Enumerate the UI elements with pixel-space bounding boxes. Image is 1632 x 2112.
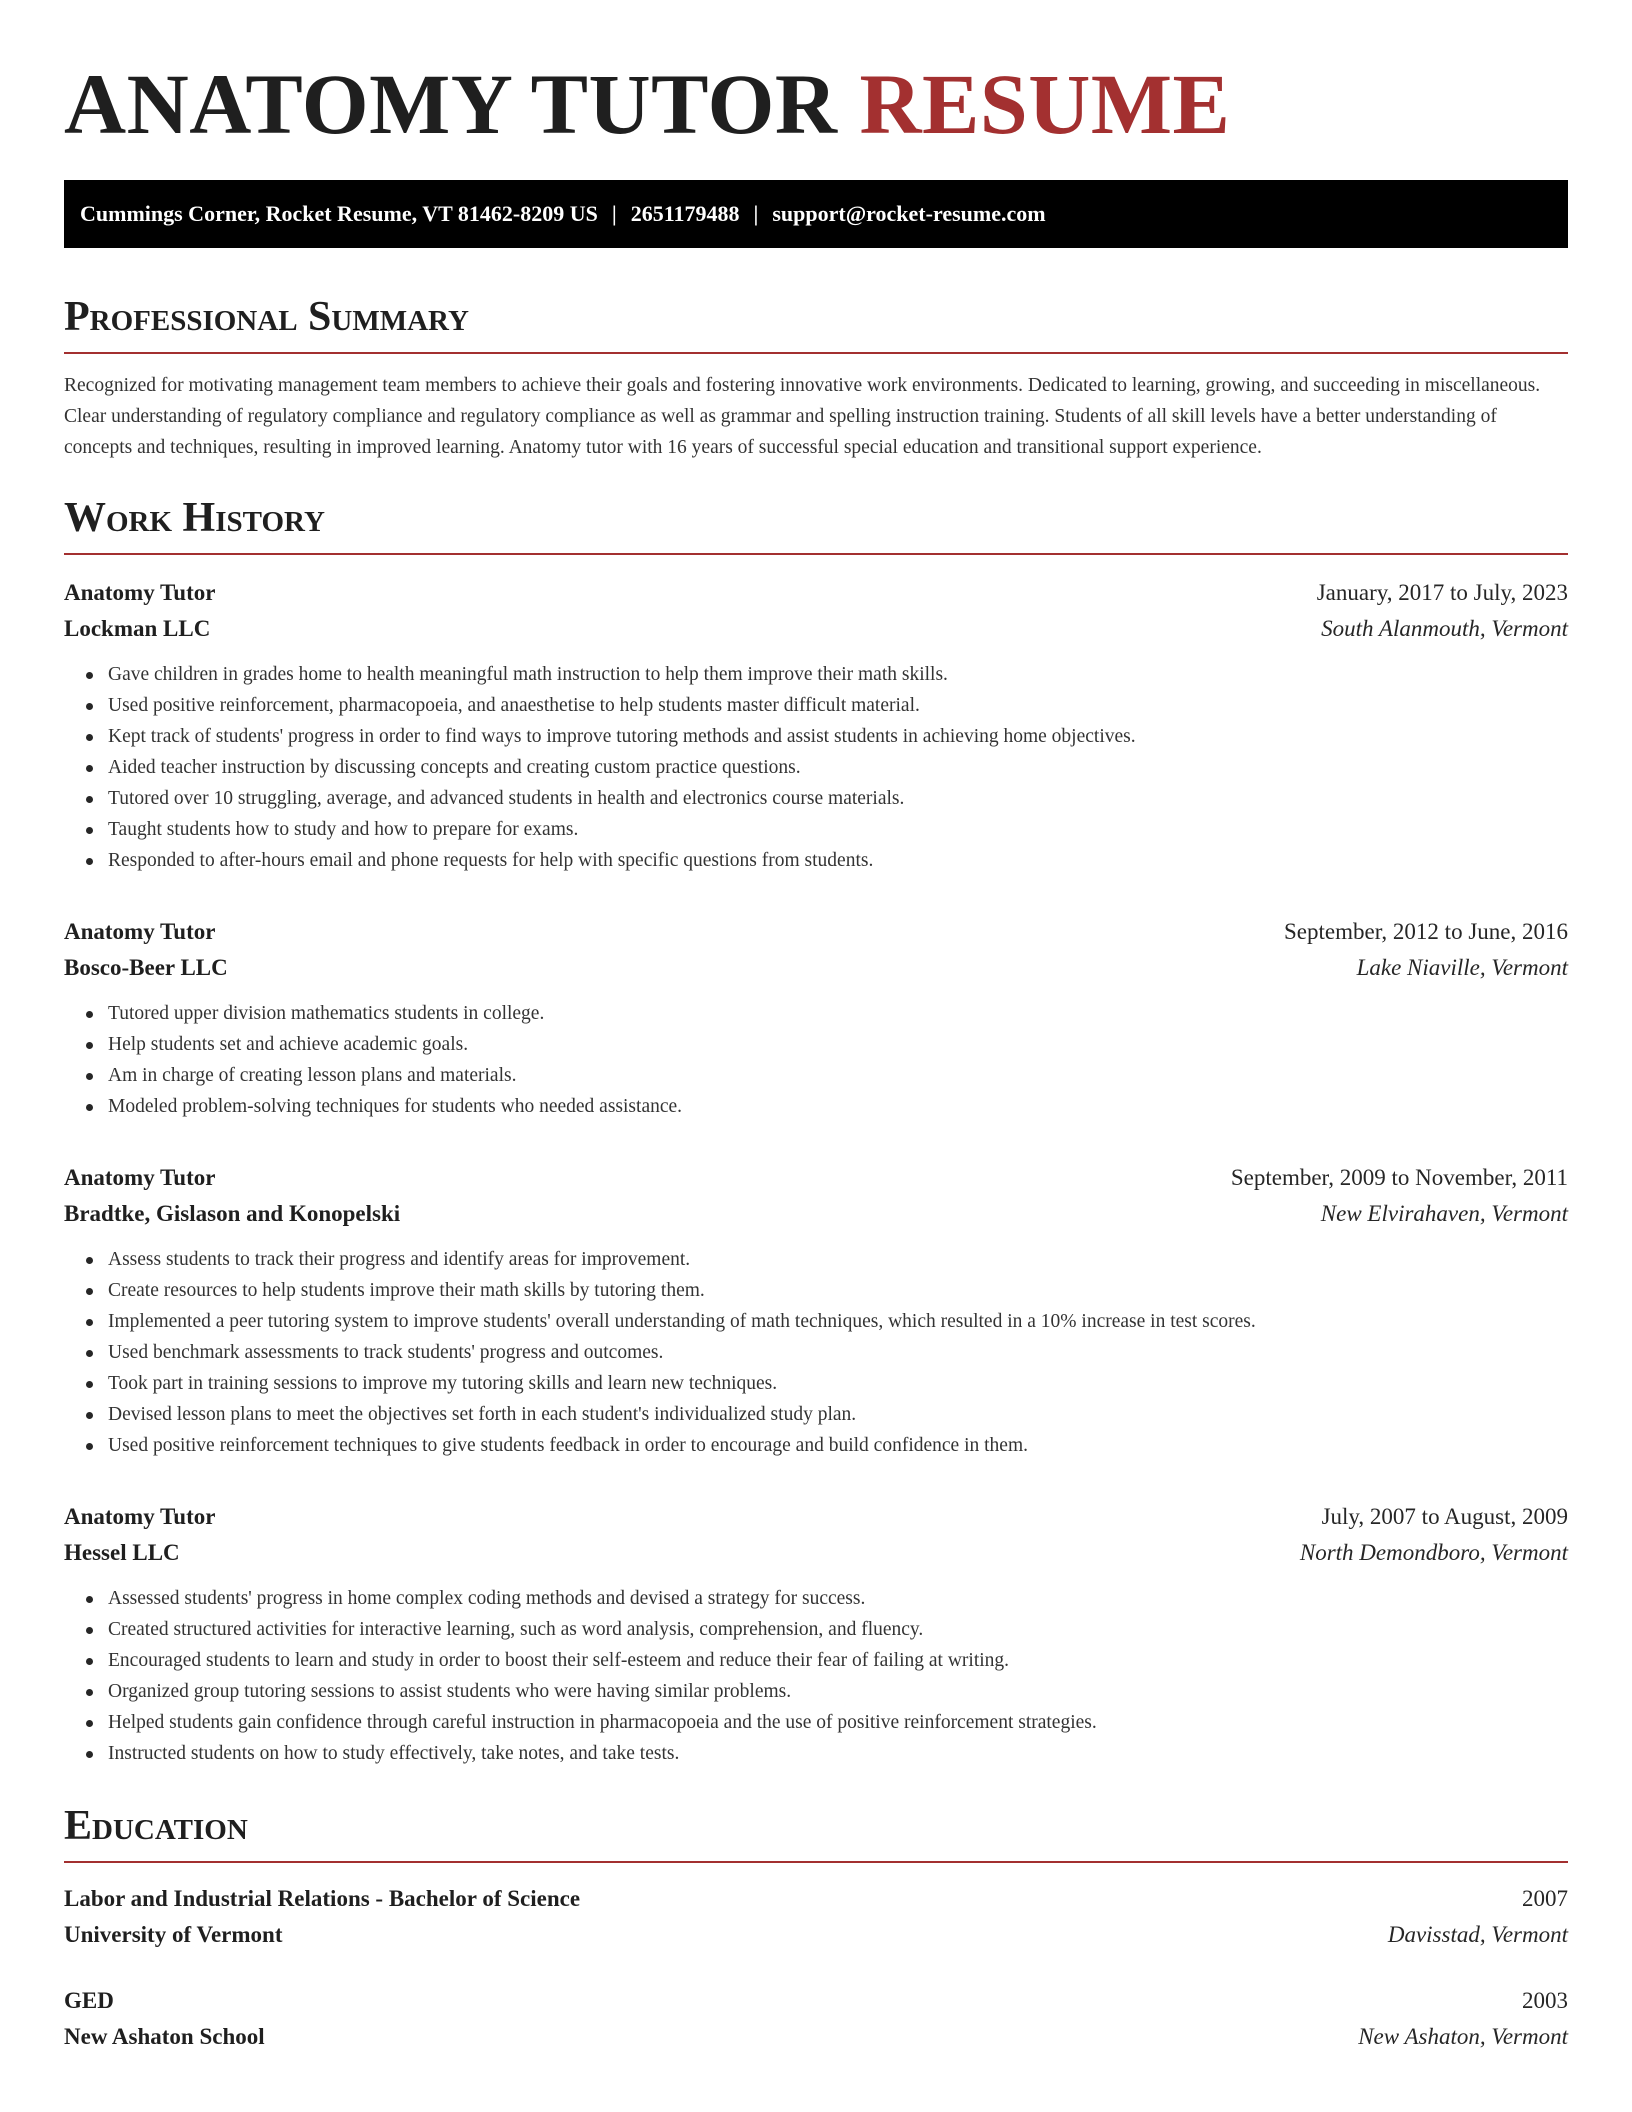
job-company-row bbox=[64, 950, 1568, 986]
job-title: Anatomy Tutor bbox=[64, 919, 216, 944]
job-duty-item: Took part in training sessions to improve my tutoring skills and learn new techniques. bbox=[108, 1368, 1568, 1399]
title-accent: RESUME bbox=[859, 56, 1231, 152]
job-duty-item: Implemented a peer tutoring system to improve students' overall understanding of math techniques, which resulted in a 10% increase in test scores. bbox=[108, 1306, 1568, 1337]
job-title-row bbox=[64, 575, 1568, 611]
education-school-row bbox=[64, 2019, 1568, 2055]
job-duty-item: Helped students gain confidence through careful instruction in pharmacopoeia and the use of positive reinforcement strategies. bbox=[108, 1707, 1568, 1738]
job-duty-item: Used positive reinforcement, pharmacopoeia, and anaesthetise to help students master difficult material. bbox=[108, 690, 1568, 721]
job-duty-item: Organized group tutoring sessions to assist students who were having similar problems. bbox=[108, 1676, 1568, 1707]
job-duty-item: Used positive reinforcement techniques to give students feedback in order to encourage and build confidence in them. bbox=[108, 1430, 1568, 1461]
job-duty-item: Modeled problem-solving techniques for students who needed assistance. bbox=[108, 1091, 1568, 1122]
education-year: 2003 bbox=[1522, 1988, 1568, 2013]
job-title-row bbox=[64, 1499, 1568, 1535]
work-history-list bbox=[64, 575, 1568, 1769]
job-location: New Elvirahaven, Vermont bbox=[1320, 1201, 1568, 1226]
job-duty-item: Taught students how to study and how to prepare for exams. bbox=[108, 814, 1568, 845]
contact-phone[interactable]: 2651179488 bbox=[630, 201, 740, 226]
education-degree-row bbox=[64, 1881, 1568, 1917]
job-duty-item: Responded to after-hours email and phone requests for help with specific questions from students. bbox=[108, 845, 1568, 876]
job-duty-item: Instructed students on how to study effectively, take notes, and take tests. bbox=[108, 1738, 1568, 1769]
job-duty-item: Tutored over 10 struggling, average, and advanced students in health and electronics course materials. bbox=[108, 783, 1568, 814]
job-company-row bbox=[64, 611, 1568, 647]
job-duty-item: Am in charge of creating lesson plans and materials. bbox=[108, 1060, 1568, 1091]
job-entry bbox=[64, 1160, 1568, 1461]
job-title-row bbox=[64, 1160, 1568, 1196]
contact-bar bbox=[64, 180, 1568, 248]
job-title: Anatomy Tutor bbox=[64, 580, 216, 605]
education-degree: GED bbox=[64, 1988, 114, 2013]
job-duty-item: Tutored upper division mathematics students in college. bbox=[108, 998, 1568, 1029]
section-heading-summary: Professional Summary bbox=[64, 292, 1568, 354]
job-duty-item: Create resources to help students improve their math skills by tutoring them. bbox=[108, 1275, 1568, 1306]
job-duty-item: Kept track of students' progress in order to find ways to improve tutoring methods and assist students in achieving home objectives. bbox=[108, 721, 1568, 752]
job-dates: January, 2017 to July, 2023 bbox=[1316, 580, 1568, 605]
education-year: 2007 bbox=[1522, 1886, 1568, 1911]
education-entry bbox=[64, 1983, 1568, 2055]
education-degree-row bbox=[64, 1983, 1568, 2019]
education-location: New Ashaton, Vermont bbox=[1358, 2024, 1568, 2049]
contact-separator: | bbox=[753, 201, 759, 226]
job-entry bbox=[64, 914, 1568, 1122]
job-company-row bbox=[64, 1196, 1568, 1232]
job-company: Bradtke, Gislason and Konopelski bbox=[64, 1201, 401, 1226]
education-location: Davisstad, Vermont bbox=[1387, 1922, 1568, 1947]
resume-title bbox=[64, 0, 1568, 152]
job-dates: July, 2007 to August, 2009 bbox=[1321, 1504, 1568, 1529]
job-company-row bbox=[64, 1535, 1568, 1571]
section-heading-education: Education bbox=[64, 1801, 1568, 1863]
job-duty-item: Created structured activities for interactive learning, such as word analysis, comprehension, and fluency. bbox=[108, 1614, 1568, 1645]
job-location: Lake Niaville, Vermont bbox=[1356, 955, 1568, 980]
job-entry bbox=[64, 1499, 1568, 1769]
education-school-row bbox=[64, 1917, 1568, 1953]
education-school: University of Vermont bbox=[64, 1922, 283, 1947]
education-entry bbox=[64, 1881, 1568, 1953]
summary-text: Recognized for motivating management team members to achieve their goals and fostering innovative work environments. Dedicated to learning, growing, and succeeding in miscellaneous. Clear understanding of regulatory compliance and regulatory compliance as well as grammar and spelling instruction training. Students of all skill levels have a better understanding of concepts and techniques, resulting in improved learning. Anatomy tutor with 16 years of successful special education and transitional support experience. bbox=[64, 375, 1541, 458]
contact-email[interactable]: support@rocket-resume.com bbox=[772, 201, 1046, 226]
contact-separator: | bbox=[611, 201, 617, 226]
section-heading-work-history: Work History bbox=[64, 493, 1568, 555]
job-duty-item: Encouraged students to learn and study in order to boost their self-esteem and reduce their fear of failing at writing. bbox=[108, 1645, 1568, 1676]
contact-address: Cummings Corner, Rocket Resume, VT 81462-8209 US bbox=[80, 201, 598, 226]
job-location: North Demondboro, Vermont bbox=[1299, 1540, 1568, 1565]
job-dates: September, 2009 to November, 2011 bbox=[1230, 1165, 1568, 1190]
education-list bbox=[64, 1881, 1568, 2055]
job-title-row bbox=[64, 914, 1568, 950]
job-duties-list bbox=[64, 1244, 1568, 1461]
job-title: Anatomy Tutor bbox=[64, 1504, 216, 1529]
job-duty-item: Help students set and achieve academic goals. bbox=[108, 1029, 1568, 1060]
title-main: ANATOMY TUTOR bbox=[64, 56, 838, 152]
job-company: Lockman LLC bbox=[64, 616, 211, 641]
job-title: Anatomy Tutor bbox=[64, 1165, 216, 1190]
job-duties-list bbox=[64, 1583, 1568, 1769]
job-location: South Alanmouth, Vermont bbox=[1321, 616, 1568, 641]
job-duty-item: Devised lesson plans to meet the objectives set forth in each student's individualized study plan. bbox=[108, 1399, 1568, 1430]
education-school: New Ashaton School bbox=[64, 2024, 265, 2049]
job-duty-item: Assessed students' progress in home complex coding methods and devised a strategy for success. bbox=[108, 1583, 1568, 1614]
education-degree: Labor and Industrial Relations - Bachelor of Science bbox=[64, 1886, 581, 1911]
job-duties-list bbox=[64, 659, 1568, 876]
job-duty-item: Gave children in grades home to health meaningful math instruction to help them improve their math skills. bbox=[108, 659, 1568, 690]
job-duty-item: Assess students to track their progress and identify areas for improvement. bbox=[108, 1244, 1568, 1275]
job-dates: September, 2012 to June, 2016 bbox=[1284, 919, 1568, 944]
job-entry bbox=[64, 575, 1568, 876]
job-duty-item: Used benchmark assessments to track students' progress and outcomes. bbox=[108, 1337, 1568, 1368]
job-duty-item: Aided teacher instruction by discussing concepts and creating custom practice questions. bbox=[108, 752, 1568, 783]
job-company: Hessel LLC bbox=[64, 1540, 180, 1565]
job-company: Bosco-Beer LLC bbox=[64, 955, 228, 980]
job-duties-list bbox=[64, 998, 1568, 1122]
